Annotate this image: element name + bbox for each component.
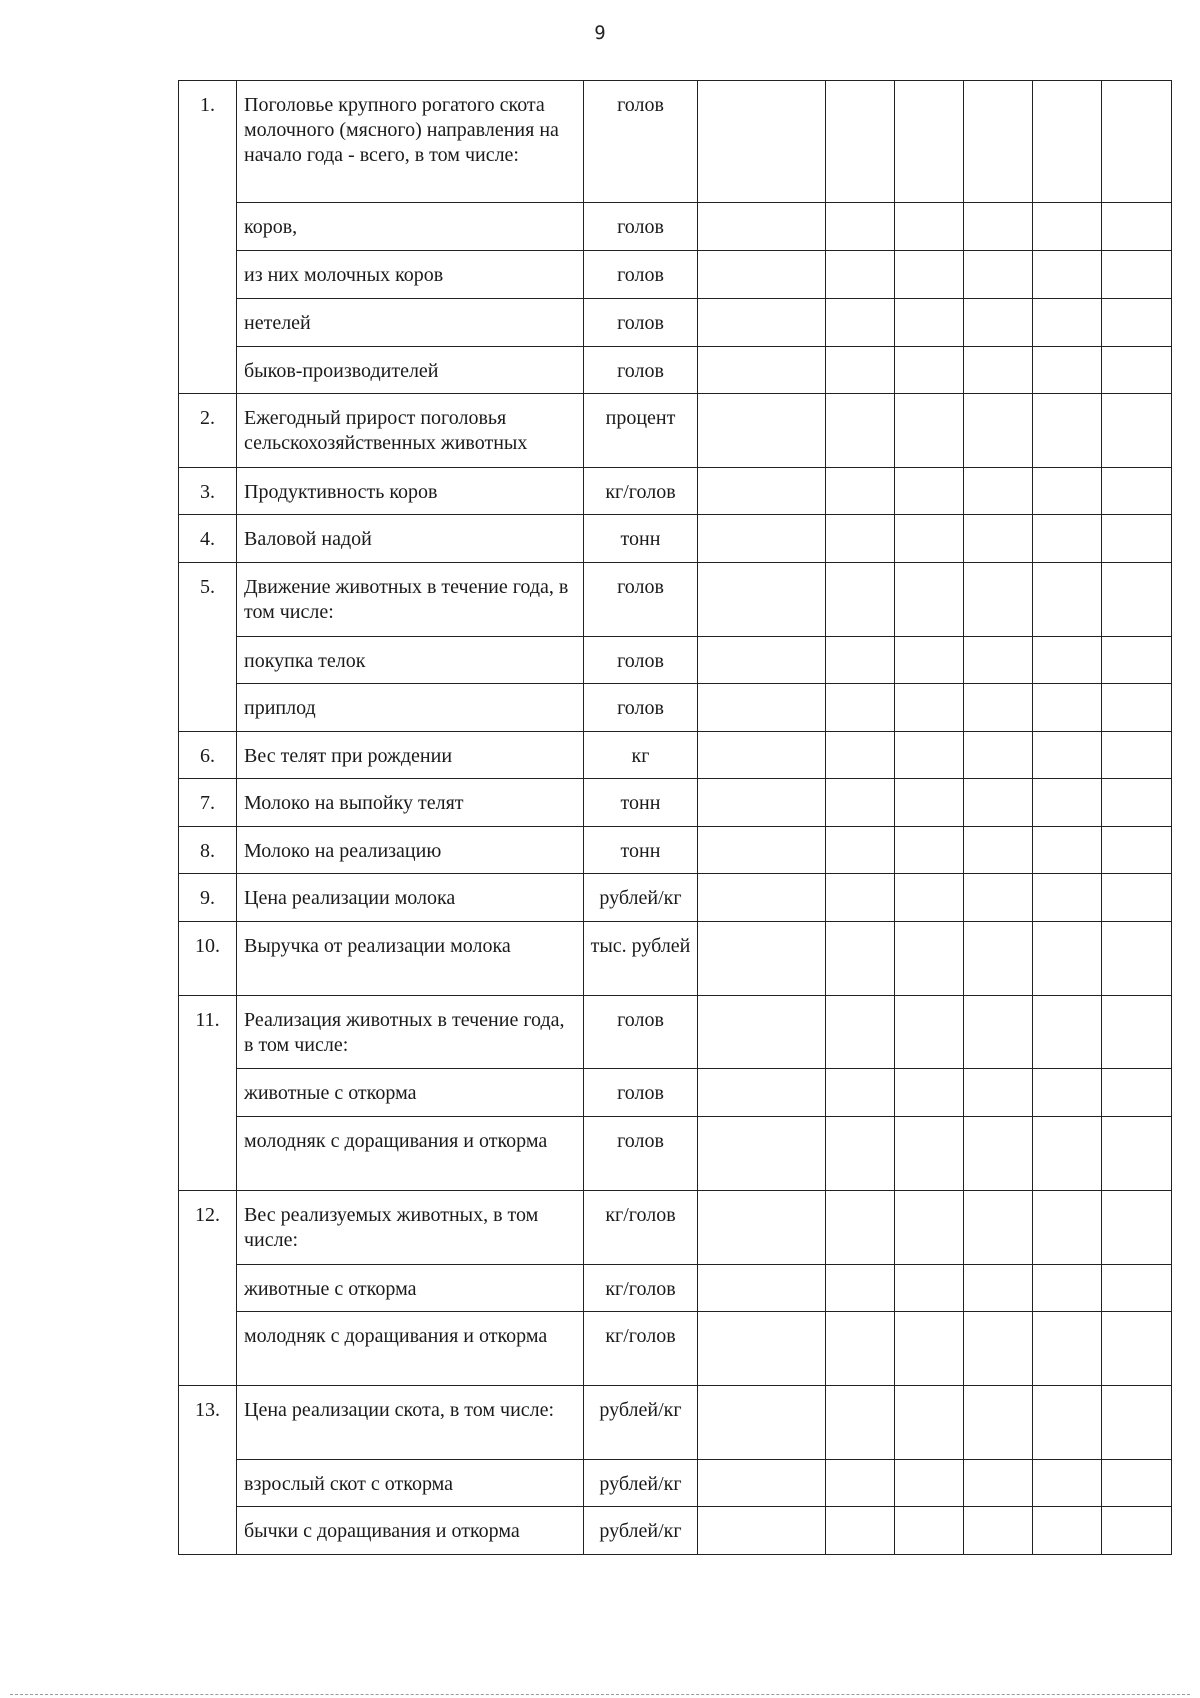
value-cell [826,203,895,251]
value-cell [826,684,895,732]
table-row [179,874,1172,922]
value-cell [964,1507,1033,1555]
value-cell [826,1191,895,1265]
value-cell [964,515,1033,563]
value-cell [895,732,964,779]
value-cell [964,779,1033,827]
table-row [179,1069,1172,1117]
value-cell [826,347,895,394]
row-number: 3. [179,468,237,515]
value-cell [1033,468,1102,515]
unit-cell: кг/голов [584,1265,698,1312]
unit-cell: кг/голов [584,468,698,515]
value-cell [895,1312,964,1386]
value-cell [964,81,1033,203]
row-number: 5. [179,563,237,732]
value-cell [964,684,1033,732]
table-row [179,203,1172,251]
unit-cell: голов [584,203,698,251]
value-cell [895,251,964,299]
value-cell [698,347,826,394]
value-cell [826,779,895,827]
unit-cell: тонн [584,779,698,827]
value-cell [698,684,826,732]
value-cell [1033,732,1102,779]
table-row [179,515,1172,563]
unit-cell: голов [584,563,698,637]
value-cell [964,1117,1033,1191]
value-cell [1033,1312,1102,1386]
value-cell [826,1507,895,1555]
value-cell [698,779,826,827]
value-cell [698,394,826,468]
value-cell [895,394,964,468]
value-cell [895,81,964,203]
indicator-name: животные с откорма [237,1069,584,1117]
value-cell [698,1117,826,1191]
value-cell [698,827,826,874]
value-cell [964,468,1033,515]
value-cell [895,1069,964,1117]
indicator-name: Цена реализации молока [237,874,584,922]
value-cell [698,1069,826,1117]
value-cell [1102,81,1172,203]
unit-cell: голов [584,251,698,299]
table-row [179,563,1172,637]
table-row [179,394,1172,468]
unit-cell: рублей/кг [584,1507,698,1555]
value-cell [698,251,826,299]
value-cell [1033,1069,1102,1117]
table-row [179,1312,1172,1386]
row-number: 1. [179,81,237,394]
value-cell [1102,922,1172,996]
value-cell [698,922,826,996]
value-cell [1102,203,1172,251]
value-cell [895,515,964,563]
indicator-table [178,80,1172,1555]
unit-cell: рублей/кг [584,1386,698,1460]
value-cell [1102,1312,1172,1386]
unit-cell: голов [584,996,698,1069]
value-cell [698,1312,826,1386]
value-cell [1033,922,1102,996]
value-cell [895,996,964,1069]
value-cell [1033,1460,1102,1507]
value-cell [826,996,895,1069]
value-cell [895,637,964,684]
value-cell [826,1069,895,1117]
indicator-name: Ежегодный прирост поголовья сельскохозяйственных животных [237,394,584,468]
value-cell [826,1386,895,1460]
table-body [179,81,1172,1555]
row-number: 11. [179,996,237,1191]
value-cell [895,563,964,637]
value-cell [1033,1265,1102,1312]
unit-cell: голов [584,1069,698,1117]
table-row [179,996,1172,1069]
unit-cell: голов [584,1117,698,1191]
unit-cell: процент [584,394,698,468]
row-number: 7. [179,779,237,827]
indicator-name: Молоко на выпойку телят [237,779,584,827]
value-cell [826,827,895,874]
value-cell [698,637,826,684]
value-cell [964,394,1033,468]
value-cell [895,1460,964,1507]
value-cell [1033,394,1102,468]
indicator-name: коров, [237,203,584,251]
value-cell [826,394,895,468]
row-number: 10. [179,922,237,996]
value-cell [826,732,895,779]
table-row [179,779,1172,827]
value-cell [1102,637,1172,684]
value-cell [1033,1117,1102,1191]
unit-cell: тонн [584,827,698,874]
value-cell [1102,563,1172,637]
value-cell [964,874,1033,922]
indicator-name: Цена реализации скота, в том числе: [237,1386,584,1460]
value-cell [826,874,895,922]
value-cell [895,1191,964,1265]
value-cell [698,1507,826,1555]
table-row [179,1265,1172,1312]
table-row [179,637,1172,684]
value-cell [826,468,895,515]
indicator-name: быков-производителей [237,347,584,394]
value-cell [1102,996,1172,1069]
value-cell [1033,637,1102,684]
value-cell [1102,732,1172,779]
value-cell [826,637,895,684]
value-cell [895,1386,964,1460]
value-cell [895,1507,964,1555]
value-cell [895,468,964,515]
row-number: 12. [179,1191,237,1386]
table-row [179,251,1172,299]
row-number: 4. [179,515,237,563]
value-cell [698,515,826,563]
value-cell [698,203,826,251]
value-cell [1102,1460,1172,1507]
value-cell [1102,515,1172,563]
value-cell [964,1386,1033,1460]
row-number: 6. [179,732,237,779]
value-cell [698,996,826,1069]
table-row [179,1460,1172,1507]
value-cell [964,637,1033,684]
value-cell [895,299,964,347]
indicator-name: Выручка от реализации молока [237,922,584,996]
unit-cell: голов [584,637,698,684]
indicator-name: покупка телок [237,637,584,684]
unit-cell: кг [584,732,698,779]
value-cell [826,299,895,347]
value-cell [964,827,1033,874]
value-cell [1033,1191,1102,1265]
table-row [179,299,1172,347]
indicator-name: молодняк с доращивания и откорма [237,1312,584,1386]
value-cell [895,922,964,996]
value-cell [895,1117,964,1191]
table-row [179,81,1172,203]
unit-cell: рублей/кг [584,874,698,922]
value-cell [698,563,826,637]
value-cell [895,347,964,394]
value-cell [1102,874,1172,922]
value-cell [895,827,964,874]
value-cell [964,996,1033,1069]
indicator-name: молодняк с доращивания и откорма [237,1117,584,1191]
table-row [179,1117,1172,1191]
value-cell [826,1117,895,1191]
value-cell [1033,1386,1102,1460]
value-cell [1102,299,1172,347]
value-cell [1102,1191,1172,1265]
table-row [179,684,1172,732]
indicator-name: Поголовье крупного рогатого скота молочного (мясного) направления на начало года - всего, в том числе: [237,81,584,203]
value-cell [964,203,1033,251]
value-cell [895,684,964,732]
table-row [179,1191,1172,1265]
value-cell [1102,1265,1172,1312]
table-row [179,922,1172,996]
value-cell [895,1265,964,1312]
value-cell [826,515,895,563]
table-row [179,732,1172,779]
unit-cell: голов [584,347,698,394]
indicator-name: из них молочных коров [237,251,584,299]
value-cell [1102,251,1172,299]
row-number: 9. [179,874,237,922]
indicator-name: Валовой надой [237,515,584,563]
unit-cell: тыс. рублей [584,922,698,996]
value-cell [826,81,895,203]
value-cell [1033,827,1102,874]
value-cell [964,1265,1033,1312]
page-number: 9 [594,22,606,44]
value-cell [826,251,895,299]
table-row [179,1507,1172,1555]
value-cell [826,1312,895,1386]
indicator-name: Вес телят при рождении [237,732,584,779]
value-cell [698,1265,826,1312]
scan-edge-line [10,1694,1190,1695]
indicator-name: взрослый скот с откорма [237,1460,584,1507]
value-cell [895,203,964,251]
value-cell [1102,347,1172,394]
value-cell [826,563,895,637]
value-cell [964,1312,1033,1386]
value-cell [1033,81,1102,203]
value-cell [1102,394,1172,468]
value-cell [964,1460,1033,1507]
unit-cell: голов [584,299,698,347]
value-cell [1102,827,1172,874]
row-number: 13. [179,1386,237,1555]
value-cell [964,251,1033,299]
value-cell [964,922,1033,996]
value-cell [1033,299,1102,347]
value-cell [1102,1117,1172,1191]
value-cell [1102,1386,1172,1460]
value-cell [698,1386,826,1460]
value-cell [964,299,1033,347]
indicator-name: Реализация животных в течение года, в том числе: [237,996,584,1069]
value-cell [1033,1507,1102,1555]
value-cell [698,732,826,779]
table-row [179,827,1172,874]
value-cell [1033,203,1102,251]
value-cell [1033,251,1102,299]
table-row [179,347,1172,394]
value-cell [1102,1507,1172,1555]
value-cell [1033,996,1102,1069]
indicator-name: Вес реализуемых животных, в том числе: [237,1191,584,1265]
indicator-name: Движение животных в течение года, в том числе: [237,563,584,637]
value-cell [1102,468,1172,515]
value-cell [826,1460,895,1507]
value-cell [964,1069,1033,1117]
table-row [179,468,1172,515]
row-number: 2. [179,394,237,468]
unit-cell: голов [584,81,698,203]
value-cell [964,1191,1033,1265]
value-cell [1033,515,1102,563]
value-cell [1102,1069,1172,1117]
unit-cell: кг/голов [584,1312,698,1386]
value-cell [1033,347,1102,394]
value-cell [964,563,1033,637]
value-cell [1102,684,1172,732]
value-cell [1033,684,1102,732]
value-cell [1033,779,1102,827]
value-cell [826,922,895,996]
value-cell [964,347,1033,394]
unit-cell: рублей/кг [584,1460,698,1507]
value-cell [698,299,826,347]
value-cell [1102,779,1172,827]
indicator-name: нетелей [237,299,584,347]
value-cell [826,1265,895,1312]
value-cell [895,779,964,827]
value-cell [1033,563,1102,637]
unit-cell: голов [584,684,698,732]
indicator-name: приплод [237,684,584,732]
table-row [179,1386,1172,1460]
value-cell [1033,874,1102,922]
indicator-name: Молоко на реализацию [237,827,584,874]
value-cell [964,732,1033,779]
indicator-name: Продуктивность коров [237,468,584,515]
value-cell [698,468,826,515]
value-cell [895,874,964,922]
value-cell [698,874,826,922]
value-cell [698,81,826,203]
value-cell [698,1460,826,1507]
indicator-name: бычки с доращивания и откорма [237,1507,584,1555]
row-number: 8. [179,827,237,874]
unit-cell: кг/голов [584,1191,698,1265]
value-cell [698,1191,826,1265]
unit-cell: тонн [584,515,698,563]
indicator-name: животные с откорма [237,1265,584,1312]
